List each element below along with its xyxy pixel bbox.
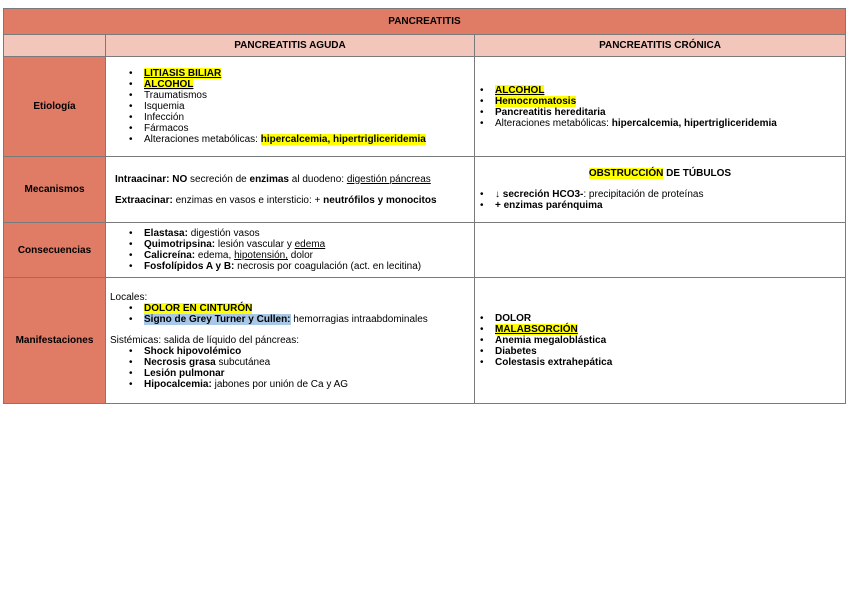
list-item xyxy=(144,68,470,79)
infeccion-text: Infección xyxy=(144,112,185,123)
grey-turner: Signo de Grey Turner y Cullen: xyxy=(144,313,291,325)
manifestaciones-cronica-list xyxy=(479,313,841,368)
pancreatitis-table xyxy=(3,8,846,404)
cali-label: Calicreína: xyxy=(144,250,196,261)
etiologia-aguda-cell xyxy=(106,57,475,157)
hipo-rest: jabones por unión de Ca y AG xyxy=(211,378,349,390)
etiologia-cronica-list xyxy=(479,85,841,129)
necrosis-text: Necrosis grasa xyxy=(144,356,216,368)
row-label-consecuencias-text: Consecuencias xyxy=(17,244,92,256)
list-item xyxy=(144,90,470,101)
colestasis-text: Colestasis extrahepática xyxy=(495,357,613,368)
header-cronica xyxy=(475,35,846,57)
table-title-text: PANCREATITIS xyxy=(388,16,461,27)
metab-cronica-prefix: Alteraciones metabólicas: xyxy=(495,117,612,129)
list-item xyxy=(495,357,841,368)
list-item xyxy=(495,324,841,335)
cali-rest2: dolor xyxy=(288,250,314,261)
list-item xyxy=(144,79,470,90)
table-title xyxy=(4,9,846,35)
diabetes-text: Diabetes xyxy=(495,346,537,357)
consecuencias-aguda-cell xyxy=(106,223,475,278)
dolor-cronica: DOLOR xyxy=(495,313,532,324)
intra-no: NO xyxy=(172,173,188,185)
list-item xyxy=(144,239,470,250)
row-label-manifestaciones xyxy=(4,278,106,404)
malabsorcion: MALABSORCIÓN xyxy=(495,324,578,335)
consecuencias-aguda-list xyxy=(110,228,470,272)
sistemicas-list xyxy=(110,346,470,390)
alcohol-cronica-text: ALCOHOL xyxy=(495,84,545,96)
obst-rest: DE TÚBULOS xyxy=(663,168,732,179)
extra-mid: enzimas en vasos e intersticio: + xyxy=(172,194,324,206)
mecanismos-aguda-cell xyxy=(106,157,475,223)
list-item xyxy=(495,189,841,200)
trauma-text: Traumatismos xyxy=(144,90,207,101)
alcohol-text: ALCOHOL xyxy=(144,79,194,90)
mecanismos-cronica-list xyxy=(479,189,841,211)
obst-highlight: OBSTRUCCIÓN xyxy=(588,168,664,179)
enzimas-parenquima: + enzimas parénquima xyxy=(495,200,603,211)
cali-rest1: edema, xyxy=(195,250,235,261)
farmacos-text: Fármacos xyxy=(144,123,189,134)
locales-label: Locales: xyxy=(110,291,148,303)
consecuencias-cronica-cell xyxy=(475,223,846,278)
metab-cronica-bold: hipercalcemia, hipertrigliceridemia xyxy=(611,117,777,129)
row-label-consecuencias xyxy=(4,223,106,278)
list-item xyxy=(144,368,470,379)
locales-list xyxy=(110,303,470,325)
quimo-rest: lesión vascular y xyxy=(215,239,295,250)
lesion-text: Lesión pulmonar xyxy=(144,367,225,379)
intraacinar-paragraph xyxy=(115,174,470,185)
list-item xyxy=(144,123,470,134)
list-item xyxy=(144,250,470,261)
row-label-mecanismos xyxy=(4,157,106,223)
mecanismos-cronica-cell xyxy=(475,157,846,223)
list-item xyxy=(144,228,470,239)
header-aguda-text: PANCREATITIS AGUDA xyxy=(234,40,346,51)
intra-link: digestión páncreas xyxy=(346,173,431,185)
list-item xyxy=(144,303,470,314)
list-item xyxy=(495,118,841,129)
quimo-label: Quimotripsina: xyxy=(144,239,216,250)
obstruccion-heading xyxy=(479,168,841,179)
metab-prefix: Alteraciones metabólicas: xyxy=(144,134,261,145)
list-item xyxy=(144,261,470,272)
etiologia-cronica-cell xyxy=(475,57,846,157)
intra-mid2: al duodeno: xyxy=(288,173,347,185)
manifestaciones-cronica-cell xyxy=(475,278,846,404)
hereditaria-text: Pancreatitis hereditaria xyxy=(495,106,606,118)
metab-highlight: hipercalcemia, hipertrigliceridemia xyxy=(260,134,426,145)
list-item xyxy=(495,96,841,107)
header-cronica-text: PANCREATITIS CRÓNICA xyxy=(599,40,721,51)
list-item xyxy=(495,313,841,324)
extraacinar-paragraph xyxy=(115,195,470,206)
row-label-etiologia-text: Etiología xyxy=(33,101,76,112)
anemia-text: Anemia megaloblástica xyxy=(495,335,607,346)
sistemicas-label: Sistémicas: salida de líquido del páncreas: xyxy=(110,334,299,346)
list-item xyxy=(495,85,841,96)
list-item xyxy=(495,335,841,346)
fosfo-rest: necrosis por coagulación (act. en lecitina) xyxy=(234,261,422,272)
hco3-rest: : precipitación de proteínas xyxy=(583,189,704,200)
intra-enzimas: enzimas xyxy=(249,173,289,185)
list-item xyxy=(144,101,470,112)
necrosis-rest: subcutánea xyxy=(215,356,271,368)
list-item xyxy=(144,134,470,145)
litiasis-text: LITIASIS BILIAR xyxy=(144,68,222,79)
row-label-manifestaciones-text: Manifestaciones xyxy=(15,335,94,346)
list-item xyxy=(144,346,470,357)
list-item xyxy=(495,200,841,211)
list-item xyxy=(144,357,470,368)
hipo-label: Hipocalcemia: xyxy=(144,378,212,390)
row-label-etiologia xyxy=(4,57,106,157)
quimo-underline: edema xyxy=(294,239,326,250)
dolor-cinturon: DOLOR EN CINTURÓN xyxy=(144,302,253,314)
list-item xyxy=(495,346,841,357)
extra-label: Extraacinar: xyxy=(115,194,173,206)
header-aguda xyxy=(106,35,475,57)
shock-text: Shock hipovolémico xyxy=(144,345,242,357)
hemo-text: Hemocromatosis xyxy=(495,95,577,107)
fosfo-label: Fosfolípidos A y B: xyxy=(144,261,235,272)
list-item xyxy=(144,314,470,325)
isquemia-text: Isquemia xyxy=(144,101,185,112)
list-item xyxy=(144,112,470,123)
list-item xyxy=(495,107,841,118)
row-label-mecanismos-text: Mecanismos xyxy=(24,184,85,195)
extra-bold: neutrófilos y monocitos xyxy=(323,194,437,206)
intra-mid: secreción de xyxy=(187,173,250,185)
intra-label: Intraacinar: xyxy=(115,173,170,185)
etiologia-aguda-list xyxy=(110,68,470,145)
cali-underline: hipotensión, xyxy=(234,250,288,261)
elastasa-rest: digestión vasos xyxy=(187,228,260,239)
elastasa-label: Elastasa: xyxy=(144,228,188,239)
grey-rest: hemorragias intraabdominales xyxy=(290,313,428,325)
blank-header-cell xyxy=(4,35,106,57)
manifestaciones-aguda-cell xyxy=(106,278,475,404)
hco3-bold: ↓ secreción HCO3- xyxy=(495,189,584,200)
list-item xyxy=(144,379,470,390)
